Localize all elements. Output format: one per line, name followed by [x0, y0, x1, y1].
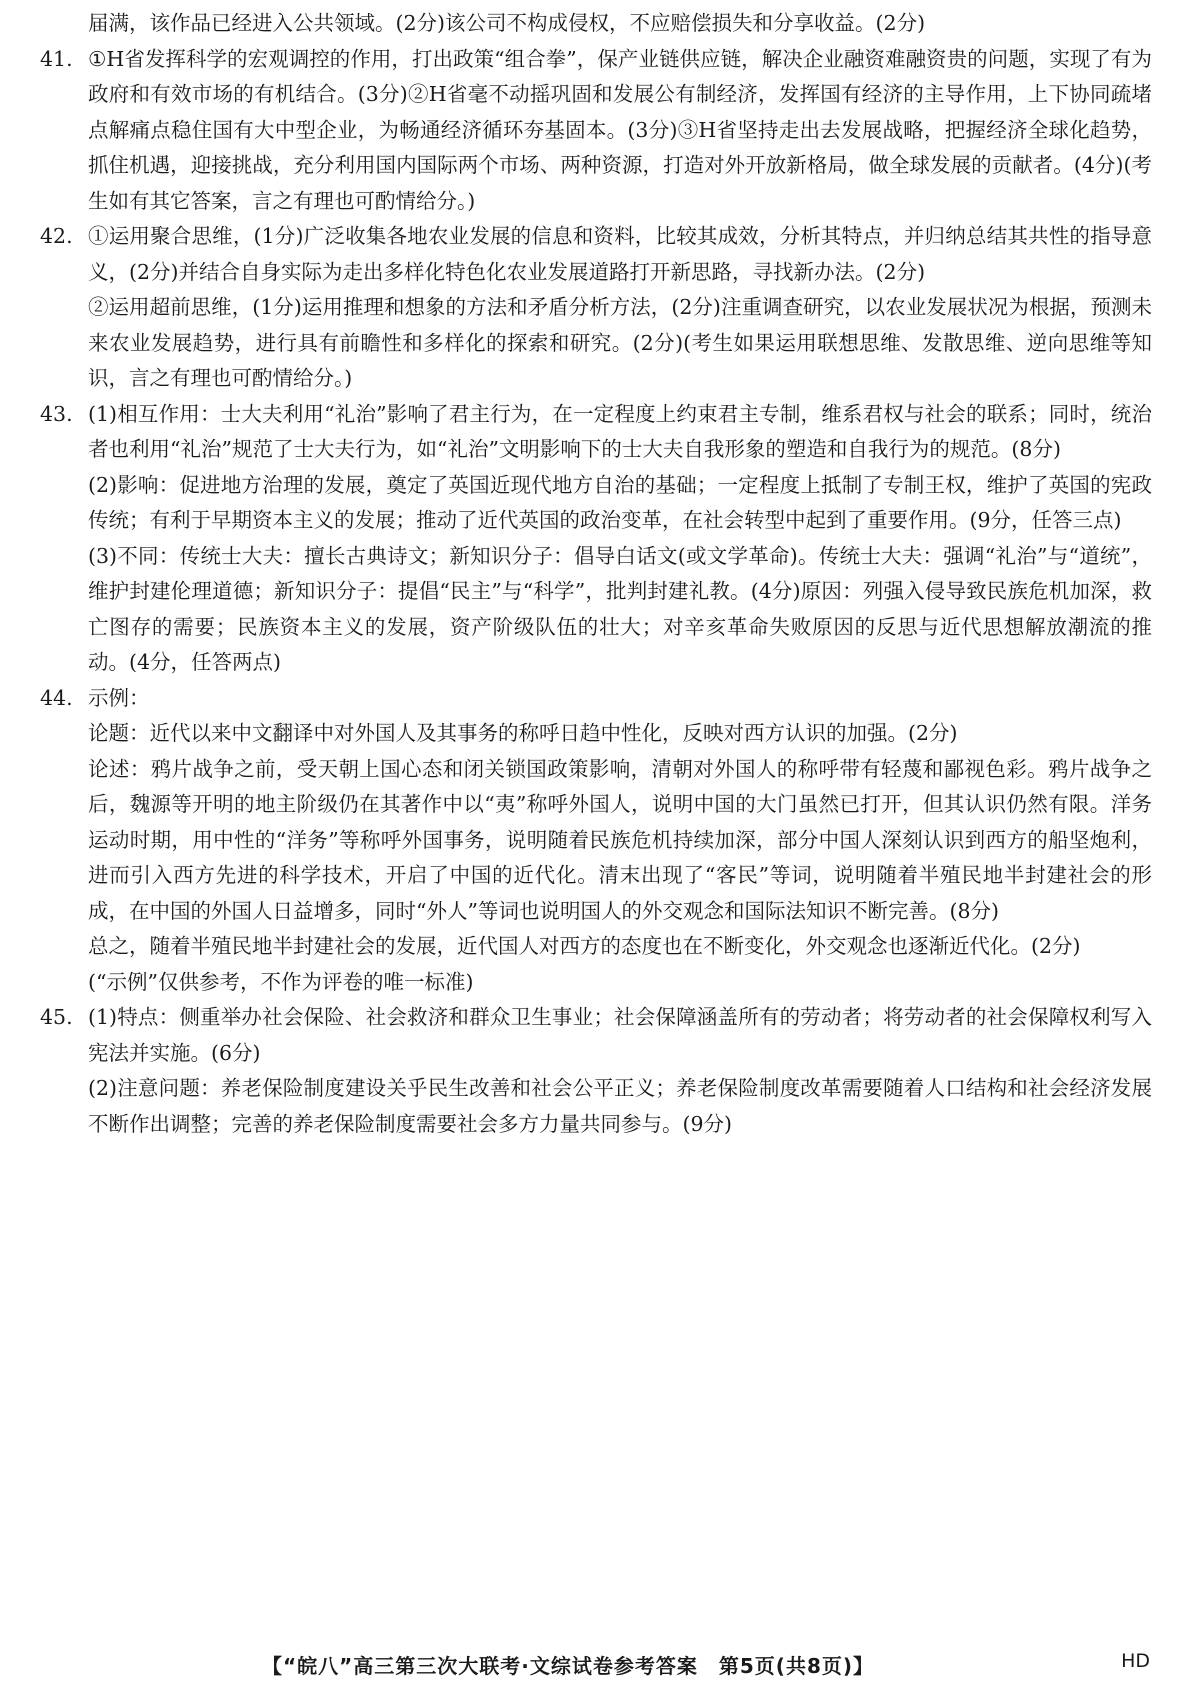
answer-44	[40, 681, 1152, 1001]
question-number: 42.	[40, 224, 73, 248]
answer-paragraph: (3)不同：传统士大夫：擅长古典诗文；新知识分子：倡导白话文(或文学革命)。传统士大夫：强调“礼治”与“道统”，维护封建伦理道德；新知识分子：提倡“民主”与“科学”，批判封建礼教。(4分)原因：列强入侵导致民族危机加深，救亡图存的需要；民族资本主义的发展，资产阶级队伍的壮大；对辛亥革命失败原因的反思与近代思想解放潮流的推动。(4分，任答两点)	[88, 543, 1152, 674]
footer-code: HD	[1121, 1650, 1150, 1672]
answer-page	[40, 6, 1152, 1142]
answer-paragraph: ②运用超前思维，(1分)运用推理和想象的方法和矛盾分析方法，(2分)注重调查研究，以农业发展状况为根据，预测未来农业发展趋势，进行具有前瞻性和多样化的探索和研究。(2分)(考生如果运用联想思维、发散思维、逆向思维等知识，言之有理也可酌情给分。)	[88, 295, 1152, 390]
page-footer	[0, 1650, 1200, 1680]
answer-paragraph: 论述：鸦片战争之前，受天朝上国心态和闭关锁国政策影响，清朝对外国人的称呼带有轻蔑和鄙视色彩。鸦片战争之后，魏源等开明的地主阶级仍在其著作中以“夷”称呼外国人，说明中国的大门虽然已打开，但其认识仍然有限。洋务运动时期，用中性的“洋务”等称呼外国事务，说明随着民族危机持续加深，部分中国人深刻认识到西方的船坚炮利，进而引入西方先进的科学技术，开启了中国的近代化。清末出现了“客民”等词，说明随着半殖民地半封建社会的形成，在中国的外国人日益增多，同时“外人”等词也说明国人的外交观念和国际法知识不断完善。(8分)	[88, 756, 1152, 923]
answer-43	[40, 397, 1152, 681]
answer-paragraph: 论题：近代以来中文翻译中对外国人及其事务的称呼日趋中性化，反映对西方认识的加强。(2分)	[88, 721, 958, 745]
footer-title: 【“皖八”高三第三次大联考·文综试卷参考答案 第5页(共8页)】	[262, 1654, 874, 1678]
answer-paragraph: (1)相互作用：士大夫利用“礼治”影响了君主行为，在一定程度上约束君主专制，维系君权与社会的联系；同时，统治者也利用“礼治”规范了士大夫行为，如“礼治”文明影响下的士大夫自我形象的塑造和自我行为的规范。(8分)	[88, 401, 1152, 461]
answer-42	[40, 219, 1152, 397]
answer-45	[40, 1000, 1152, 1142]
answer-paragraph: ①运用聚合思维，(1分)广泛收集各地农业发展的信息和资料，比较其成效，分析其特点，并归纳总结其共性的指导意义，(2分)并结合自身实际为走出多样化特色化农业发展道路打开新思路，寻找新办法。(2分)	[88, 224, 1152, 284]
answer-41	[40, 42, 1152, 220]
answer-paragraph: (2)影响：促进地方治理的发展，奠定了英国近现代地方自治的基础；一定程度上抵制了专制王权，维护了英国的宪政传统；有利于早期资本主义的发展；推动了近代英国的政治变革，在社会转型中起到了重要作用。(9分，任答三点)	[88, 472, 1152, 532]
answer-paragraph: (1)特点：侧重举办社会保险、社会救济和群众卫生事业；社会保障涵盖所有的劳动者；将劳动者的社会保障权利写入宪法并实施。(6分)	[88, 1005, 1152, 1065]
continuation-line: 届满，该作品已经进入公共领域。(2分)该公司不构成侵权，不应赔偿损失和分享收益。(2分)	[88, 11, 926, 35]
answer-paragraph: 总之，随着半殖民地半封建社会的发展，近代国人对西方的态度也在不断变化，外交观念也逐渐近代化。(2分)	[88, 934, 1081, 958]
question-number: 44.	[40, 685, 73, 710]
answer-paragraph: ①H省发挥科学的宏观调控的作用，打出政策“组合拳”，保产业链供应链，解决企业融资难融资贵的问题，实现了有为政府和有效市场的有机结合。(3分)②H省毫不动摇巩固和发展公有制经济，发挥国有经济的主导作用，上下协同疏堵点解痛点稳住国有大中型企业，为畅通经济循环夯基固本。(3分)③H省坚持走出去发展战略，把握经济全球化趋势，抓住机遇，迎接挑战，充分利用国内国际两个市场、两种资源，打造对外开放新格局，做全球发展的贡献者。(4分)(考生如有其它答案，言之有理也可酌情给分。)	[88, 46, 1152, 213]
question-number: 45.	[40, 1005, 73, 1029]
question-number: 43.	[40, 401, 73, 426]
answer-paragraph: 示例：	[88, 685, 150, 710]
answer-paragraph: (“示例”仅供参考，不作为评卷的唯一标准)	[88, 969, 474, 994]
question-number: 41.	[40, 46, 73, 71]
answer-paragraph: (2)注意问题：养老保险制度建设关乎民生改善和社会公平正义；养老保险制度改革需要随着人口结构和社会经济发展不断作出调整；完善的养老保险制度需要社会多方力量共同参与。(9分)	[88, 1076, 1152, 1136]
